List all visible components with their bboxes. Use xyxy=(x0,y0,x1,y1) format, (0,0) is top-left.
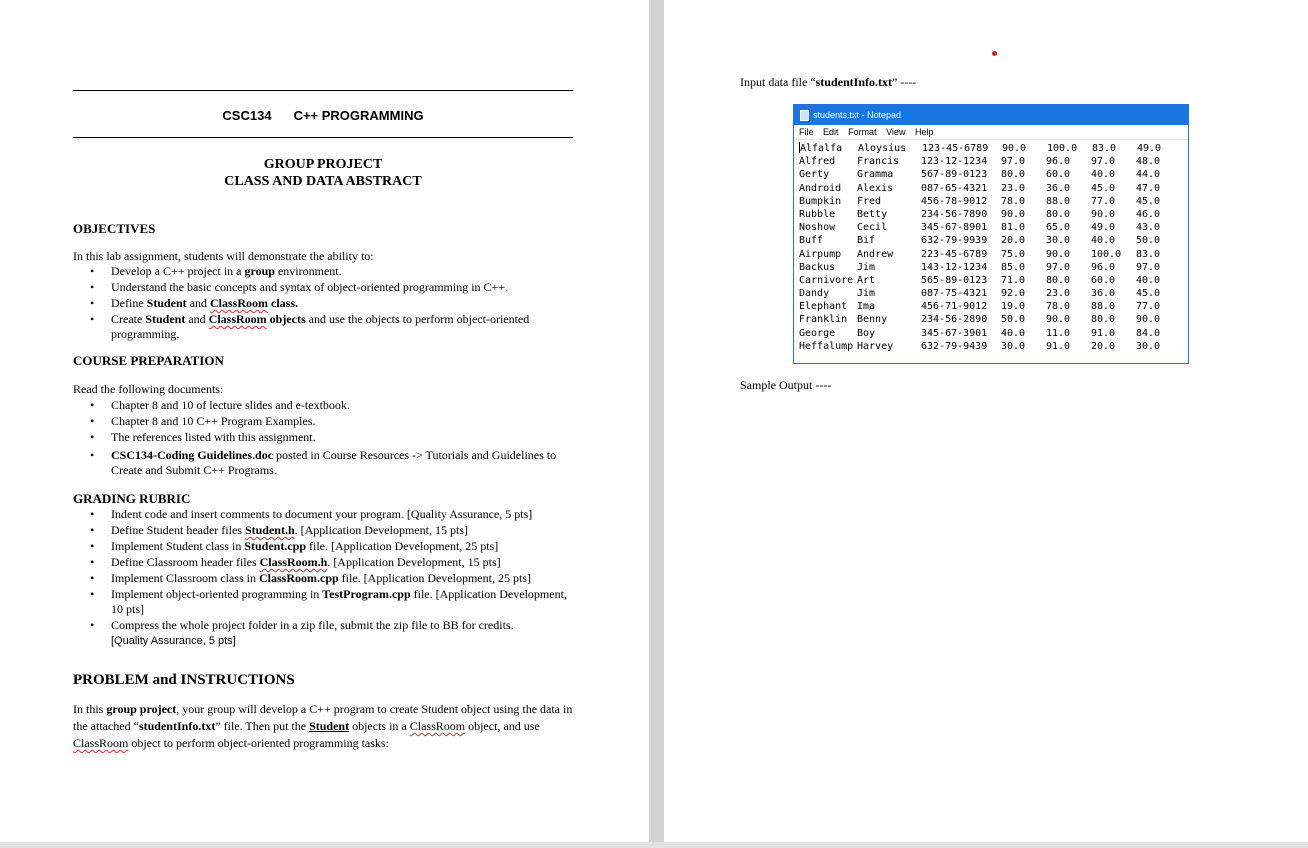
first-name: Dandy xyxy=(799,288,830,300)
score-2: 80.0 xyxy=(1046,208,1071,220)
score-4: 47.0 xyxy=(1136,182,1161,194)
notepad-icon xyxy=(800,110,809,121)
score-2: 91.0 xyxy=(1046,340,1071,352)
notepad-line xyxy=(799,221,1188,234)
last-name: Alexis xyxy=(857,182,894,194)
score-3: 77.0 xyxy=(1091,195,1116,207)
score-2: 23.0 xyxy=(1046,288,1071,300)
input-file-label: Input data file “studentInfo.txt” ---- xyxy=(740,75,917,89)
score-4: 84.0 xyxy=(1136,327,1161,339)
score-1: 23.0 xyxy=(1001,182,1026,194)
first-name: Buff xyxy=(799,235,824,247)
score-1: 78.0 xyxy=(1001,195,1026,207)
ssn: 345-67-3901 xyxy=(921,327,988,339)
score-4: 45.0 xyxy=(1136,288,1161,300)
score-3: 49.0 xyxy=(1091,222,1116,234)
notepad-line xyxy=(799,195,1188,208)
notepad-line xyxy=(799,274,1188,287)
objectives-heading: OBJECTIVES xyxy=(73,221,156,236)
ssn: 565-89-0123 xyxy=(921,274,988,286)
menu-help[interactable]: Help xyxy=(914,127,934,137)
score-3: 45.0 xyxy=(1091,182,1116,194)
score-3: 100.0 xyxy=(1091,248,1122,260)
guidelines-list xyxy=(73,448,573,479)
last-name: Ima xyxy=(857,301,876,313)
sample-output-label: Sample Output ---- xyxy=(740,378,832,392)
score-1: 80.0 xyxy=(1001,169,1026,181)
list-item: • The references listed with this assignment. xyxy=(73,430,573,445)
notepad-line xyxy=(799,313,1188,326)
problem-paragraph: In this group project, your group will develop a C++ program to create Student object using the data in the attached “studentInfo.txt” file. Then put the Student objects in a ClassRoom object, and use ClassRoom object to perform object-oriented programming tasks: xyxy=(73,702,573,750)
score-2: 78.0 xyxy=(1046,301,1071,313)
last-name: Francis xyxy=(857,156,900,168)
score-4: 49.0 xyxy=(1137,143,1162,154)
list-item: • Implement Classroom class in ClassRoom.cpp file. [Application Development, 25 pts] xyxy=(73,571,573,586)
list-item: • Implement Student class in Student.cpp file. [Application Development, 25 pts] xyxy=(73,539,573,554)
first-name: Bumpkin xyxy=(799,195,842,207)
list-item: • Develop a C++ project in a group environment. xyxy=(73,264,573,279)
ssn: 632-79-9939 xyxy=(921,235,988,247)
last-name: Aloysius xyxy=(858,143,907,154)
objectives-list xyxy=(73,264,573,343)
first-name: Alfalfa xyxy=(800,143,843,154)
score-1: 19.0 xyxy=(1001,301,1026,313)
last-name: Harvey xyxy=(857,340,894,352)
list-item: • Understand the basic concepts and syntax of object-oriented programming in C++. xyxy=(73,280,573,295)
first-name: Rubble xyxy=(799,208,836,220)
score-4: 97.0 xyxy=(1136,261,1161,273)
score-3: 36.0 xyxy=(1091,288,1116,300)
course-code: CSC134 xyxy=(222,108,272,123)
ssn: 123-12-1234 xyxy=(921,156,988,168)
notepad-text-area[interactable] xyxy=(794,140,1188,353)
score-3: 80.0 xyxy=(1091,314,1116,326)
problem-heading: PROBLEM and INSTRUCTIONS xyxy=(73,672,295,688)
left-page xyxy=(0,0,649,848)
score-1: 30.0 xyxy=(1001,340,1026,352)
list-item: • Define Student and ClassRoom class. xyxy=(73,296,573,311)
list-item: • Chapter 8 and 10 of lecture slides and e-textbook. xyxy=(73,398,573,413)
ssn: 456-71-9012 xyxy=(921,301,988,313)
notepad-line xyxy=(799,261,1188,274)
first-name: Noshow xyxy=(799,222,836,234)
score-1: 85.0 xyxy=(1001,261,1026,273)
score-2: 65.0 xyxy=(1046,222,1071,234)
first-name: Heffalump xyxy=(799,340,854,352)
course-header xyxy=(73,108,573,123)
score-2: 60.0 xyxy=(1046,169,1071,181)
menu-format[interactable]: Format xyxy=(848,127,877,137)
list-item: • Implement object-oriented programming in TestProgram.cpp file. [Application Development, 10 pts] xyxy=(73,587,573,617)
project-subtitle: CLASS AND DATA ABSTRACT xyxy=(224,174,422,189)
notepad-line xyxy=(799,168,1188,181)
score-3: 60.0 xyxy=(1091,274,1116,286)
score-4: 45.0 xyxy=(1136,195,1161,207)
score-1: 20.0 xyxy=(1001,235,1026,247)
first-name: Elephant xyxy=(799,301,848,313)
menu-edit[interactable]: Edit xyxy=(823,127,839,137)
last-name: Fred xyxy=(857,195,882,207)
score-1: 71.0 xyxy=(1001,274,1026,286)
last-name: Betty xyxy=(857,208,888,220)
score-2: 30.0 xyxy=(1046,235,1071,247)
score-2: 100.0 xyxy=(1047,143,1078,154)
last-name: Boy xyxy=(857,327,876,339)
project-title: GROUP PROJECT xyxy=(263,157,383,172)
list-item: • Define Student header files Student.h. [Application Development, 15 pts] xyxy=(73,523,573,538)
notepad-title: students.txt - Notepad xyxy=(813,110,902,120)
notepad-line xyxy=(799,287,1188,300)
last-name: Andrew xyxy=(857,248,894,260)
first-name: Carnivore xyxy=(799,274,854,286)
score-1: 81.0 xyxy=(1001,222,1026,234)
first-name: George xyxy=(799,327,836,339)
first-name: Android xyxy=(799,182,842,194)
list-item: • Define Classroom header files ClassRoom.h. [Application Development, 15 pts] xyxy=(73,555,573,570)
score-4: 44.0 xyxy=(1136,169,1161,181)
score-1: 50.0 xyxy=(1001,314,1026,326)
score-2: 90.0 xyxy=(1046,314,1071,326)
notepad-line xyxy=(799,234,1188,247)
last-name: Gramma xyxy=(857,169,894,181)
notepad-line xyxy=(799,327,1188,340)
score-4: 50.0 xyxy=(1136,235,1161,247)
ssn: 123-45-6789 xyxy=(922,143,989,154)
ssn: 456-78-9012 xyxy=(921,195,988,207)
score-3: 97.0 xyxy=(1091,156,1116,168)
ssn: 087-65-4321 xyxy=(921,182,988,194)
ssn: 223-45-6789 xyxy=(921,248,988,260)
first-name: Alfred xyxy=(799,156,836,168)
first-name: Airpump xyxy=(799,248,842,260)
list-item: • Indent code and insert comments to document your program. [Quality Assurance, 5 pts] xyxy=(73,507,573,522)
red-dot-marker xyxy=(992,51,997,56)
notepad-line xyxy=(799,208,1188,221)
list-item: • Create Student and ClassRoom objects and use the objects to perform object-oriented programming. xyxy=(73,312,573,342)
last-name: Cecil xyxy=(857,222,888,234)
ssn: 143-12-1234 xyxy=(921,261,988,273)
top-rule xyxy=(73,90,573,91)
course-name: C++ PROGRAMMING xyxy=(293,108,424,123)
notepad-line xyxy=(799,182,1188,195)
ssn: 345-67-8901 xyxy=(921,222,988,234)
first-name: Franklin xyxy=(799,314,848,326)
list-item: • Chapter 8 and 10 C++ Program Examples. xyxy=(73,414,573,429)
ssn: 632-79-9439 xyxy=(921,340,988,352)
notepad-line xyxy=(799,142,1188,155)
score-1: 90.0 xyxy=(1001,208,1026,220)
ssn: 567-89-0123 xyxy=(921,169,988,181)
first-name: Backus xyxy=(799,261,836,273)
notepad-line xyxy=(799,340,1188,353)
score-4: 77.0 xyxy=(1136,301,1161,313)
notepad-line xyxy=(799,248,1188,261)
rubric-list xyxy=(73,507,573,650)
ssn: 234-56-7890 xyxy=(921,208,988,220)
score-2: 90.0 xyxy=(1046,248,1071,260)
last-name: Art xyxy=(857,274,876,286)
score-1: 75.0 xyxy=(1001,248,1026,260)
score-4: 40.0 xyxy=(1136,274,1161,286)
list-item: • CSC134-Coding Guidelines.doc posted in Course Resources -> Tutorials and Guidelines to Create and Submit C++ Programs. xyxy=(73,448,573,478)
score-2: 96.0 xyxy=(1046,156,1071,168)
score-3: 88.0 xyxy=(1091,301,1116,313)
last-name: Jim xyxy=(857,261,876,273)
score-1: 90.0 xyxy=(1002,143,1027,154)
score-3: 91.0 xyxy=(1091,327,1116,339)
menu-view[interactable]: View xyxy=(886,127,906,137)
objectives-intro: In this lab assignment, students will demonstrate the ability to: xyxy=(73,249,374,263)
score-2: 88.0 xyxy=(1046,195,1071,207)
score-3: 96.0 xyxy=(1091,261,1116,273)
notepad-line xyxy=(799,300,1188,313)
last-name: Benny xyxy=(857,314,888,326)
score-2: 11.0 xyxy=(1046,327,1071,339)
score-4: 83.0 xyxy=(1136,248,1161,260)
score-1: 40.0 xyxy=(1001,327,1026,339)
menu-file[interactable]: File xyxy=(799,127,814,137)
page-gutter xyxy=(649,0,664,848)
score-4: 43.0 xyxy=(1136,222,1161,234)
score-3: 83.0 xyxy=(1092,143,1117,154)
last-name: Jim xyxy=(857,288,876,300)
score-2: 97.0 xyxy=(1046,261,1071,273)
preparation-intro: Read the following documents: xyxy=(73,382,224,396)
list-item: • Compress the whole project folder in a zip file, submit the zip file to BB for credits. [Quality Assurance, 5 pts] xyxy=(73,618,573,649)
notepad-menubar xyxy=(794,125,1188,140)
score-3: 40.0 xyxy=(1091,235,1116,247)
score-2: 80.0 xyxy=(1046,274,1071,286)
rubric-heading: GRADING RUBRIC xyxy=(73,491,191,506)
bottom-scroll-strip xyxy=(0,842,1308,848)
score-3: 90.0 xyxy=(1091,208,1116,220)
ssn: 087-75-4321 xyxy=(921,288,988,300)
first-name: Gerty xyxy=(799,169,830,181)
preparation-heading: COURSE PREPARATION xyxy=(73,353,224,368)
notepad-titlebar[interactable] xyxy=(794,105,1188,125)
score-1: 92.0 xyxy=(1001,288,1026,300)
notepad-line xyxy=(799,155,1188,168)
score-3: 20.0 xyxy=(1091,340,1116,352)
score-3: 40.0 xyxy=(1091,169,1116,181)
bottom-rule xyxy=(73,137,573,138)
score-4: 46.0 xyxy=(1136,208,1161,220)
score-1: 97.0 xyxy=(1001,156,1026,168)
preparation-list xyxy=(73,398,573,446)
notepad-window[interactable] xyxy=(793,104,1189,364)
last-name: Bif xyxy=(857,235,876,247)
ssn: 234-56-2890 xyxy=(921,314,988,326)
score-4: 48.0 xyxy=(1136,156,1161,168)
score-4: 30.0 xyxy=(1136,340,1161,352)
score-4: 90.0 xyxy=(1136,314,1161,326)
score-2: 36.0 xyxy=(1046,182,1071,194)
